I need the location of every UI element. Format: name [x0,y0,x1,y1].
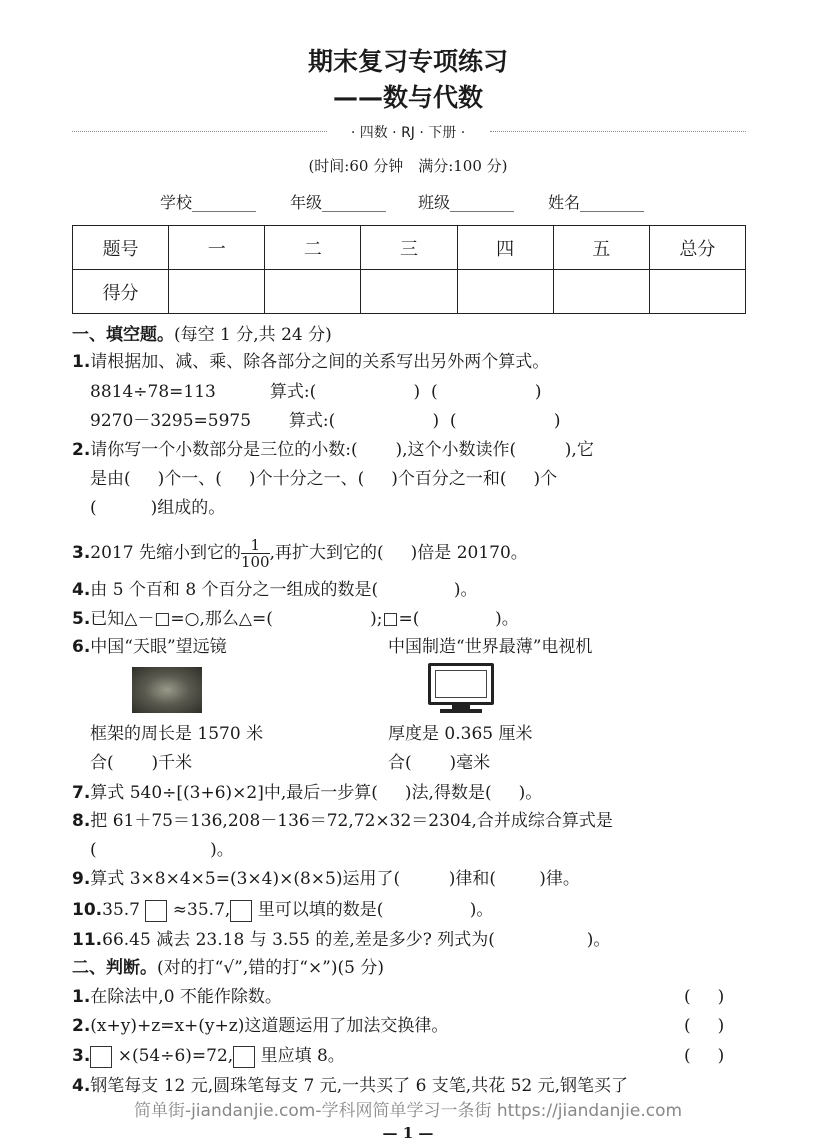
question-8 [72,810,613,832]
question-6-left-line: 框架的周长是 1570 米 [90,724,264,744]
question-6 [72,636,227,658]
question-number: 4. [72,580,91,600]
question-text: 把 61＋75＝136,208－136＝72,72×32＝2304,合并成综合算式是 [90,811,613,831]
score-cell[interactable] [361,270,457,314]
judge-3 [72,1045,345,1068]
question-number: 10. [72,900,103,920]
table-header: 三 [361,226,457,270]
grade-field[interactable]: 年级________ [290,193,387,212]
table-header: 总分 [649,226,745,270]
school-field[interactable]: 学校________ [160,193,257,212]
question-number: 6. [72,637,91,657]
question-text: ×(54÷6)=72, [112,1046,234,1066]
question-text: 算式 540÷[(3+6)×2]中,最后一步算( )法,得数是( )。 [90,783,543,803]
question-6-right-line: 厚度是 0.365 厘米 [388,724,533,744]
judge-1 [72,986,282,1008]
question-number: 5. [72,609,91,629]
question-text: ≈35.7, [167,900,231,920]
heading-text: 二、判断。 [72,958,157,978]
denominator: 100 [240,553,270,571]
question-text: 35.7 [102,900,140,920]
time-info: (时间:60 分钟 满分:100 分) [308,157,508,175]
section1-heading [72,324,332,346]
question-3 [72,537,528,570]
class-field[interactable]: 班级________ [418,193,515,212]
answer-blank[interactable]: ( ) [684,1016,725,1036]
question-number: 2. [72,1016,91,1036]
question-text: 里可以填的数是( )。 [252,900,494,920]
answer-blank[interactable]: ( ) [684,987,725,1007]
question-number: 3. [72,1046,91,1066]
score-cell[interactable] [553,270,649,314]
question-text: 中国“天眼”望远镜 [90,637,227,657]
question-1-line: 9270－3295=5975 算式:( ) ( ) [90,411,561,431]
question-11 [72,929,610,951]
score-cell[interactable] [169,270,265,314]
page-subtitle: ——数与代数 [332,83,483,112]
score-cell[interactable] [649,270,745,314]
question-text: 里应填 8。 [255,1046,345,1066]
question-6-left-line: 合( )千米 [90,753,193,773]
question-8-line: ( )。 [90,840,234,860]
heading-text: 一、填空题。 [72,325,174,345]
question-number: 7. [72,783,91,803]
question-text: 由 5 个百和 8 个百分之一组成的数是( )。 [90,580,478,600]
question-number: 9. [72,869,91,889]
watermark: 简单街-jiandanjie.com-学科网简单学习一条街 https://jiandanjie.com [133,1101,683,1121]
blank-box[interactable] [90,1046,112,1068]
telescope-image [132,667,202,713]
table-header: 题号 [73,226,169,270]
question-text: 请根据加、减、乘、除各部分之间的关系写出另外两个算式。 [90,352,550,372]
question-number: 1. [72,987,91,1007]
question-number: 1. [72,352,91,372]
table-header: 五 [553,226,649,270]
question-text: (x+y)+z=x+(y+z)这道题运用了加法交换律。 [90,1016,449,1036]
judge-4 [72,1075,628,1097]
answer-blank[interactable]: ( ) [684,1046,725,1066]
question-9 [72,868,580,890]
question-2-line: ( )组成的。 [90,498,226,518]
question-7 [72,782,542,804]
question-5 [72,608,519,630]
score-table [72,225,746,314]
question-number: 2. [72,440,91,460]
table-header: 四 [457,226,553,270]
question-number: 11. [72,930,103,950]
question-number: 4. [72,1076,91,1096]
question-text: 算式 3×8×4×5=(3×4)×(8×5)运用了( )律和( )律。 [90,869,580,889]
question-text: 2017 先缩小到它的 [90,543,241,563]
judge-2 [72,1015,448,1037]
score-cell[interactable] [265,270,361,314]
question-2-line: 是由( )个一、( )个十分之一、( )个百分之一和( )个 [90,469,558,489]
question-number: 8. [72,811,91,831]
blank-box[interactable] [145,900,167,922]
score-cell[interactable] [457,270,553,314]
question-text: 在除法中,0 不能作除数。 [90,987,282,1007]
question-text: 钢笔每支 12 元,圆珠笔每支 7 元,一共买了 6 支笔,共花 52 元,钢笔买了 [90,1076,629,1096]
tv-base-icon [440,709,482,713]
question-number: 3. [72,543,91,563]
question-1 [72,351,549,373]
numerator: 1 [250,536,261,554]
heading-note: (对的打“√”,错的打“×”)(5 分) [157,958,384,978]
blank-box[interactable] [233,1046,255,1068]
row-label: 得分 [73,270,169,314]
fraction [241,537,270,570]
tv-icon [428,663,494,705]
heading-note: (每空 1 分,共 24 分) [174,325,332,345]
question-text: 请你写一个小数部分是三位的小数:( ),这个小数读作( ),它 [90,440,594,460]
question-10 [72,899,493,922]
question-6-right-line: 合( )毫米 [388,753,491,773]
page-title: 期末复习专项练习 [307,47,508,76]
question-text: 66.45 减去 23.18 与 3.55 的差,差是多少? 列式为( )。 [102,930,611,950]
page-number: — 1 — [382,1124,434,1142]
edition-label: · 四数 · RJ · 下册 · [350,125,466,141]
name-field[interactable]: 姓名________ [548,193,645,212]
question-text: ,再扩大到它的( )倍是 20170。 [269,543,528,563]
table-header: 二 [265,226,361,270]
table-row [73,226,746,270]
table-row [73,270,746,314]
question-4 [72,579,477,601]
section2-heading [72,957,384,979]
question-text: 已知△－□=○,那么△=( );□=( )。 [90,609,519,629]
question-1-line: 8814÷78=113 算式:( ) ( ) [90,382,542,402]
table-header: 一 [169,226,265,270]
blank-box[interactable] [230,900,252,922]
question-2 [72,439,594,461]
question-6-right-title: 中国制造“世界最薄”电视机 [388,637,593,657]
